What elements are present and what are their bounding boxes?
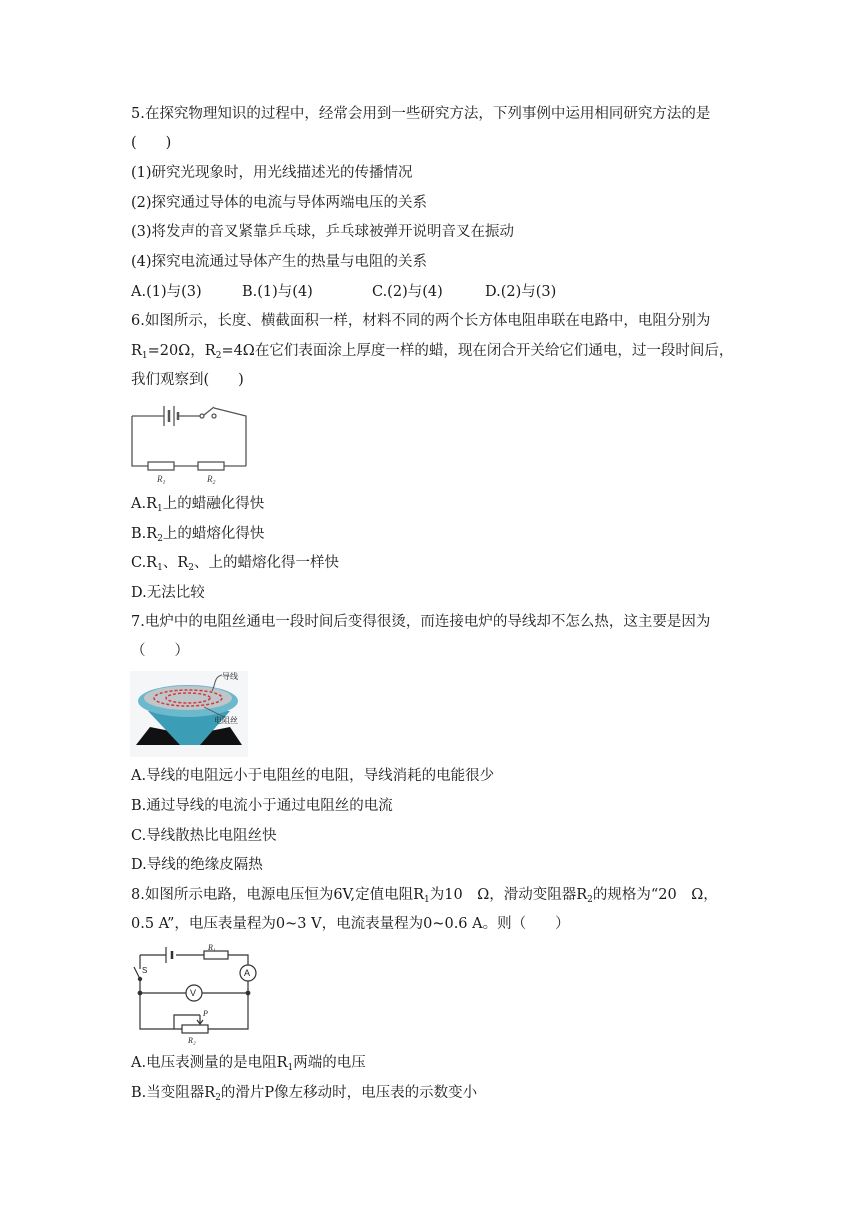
q8-option-b: B.当变阻器$R_2$的滑片P像左移动时，电压表的示数变小: [131, 1085, 478, 1103]
q6-series-circuit-diagram: [128, 398, 250, 486]
q6-stem-line3: 我们观察到( ): [131, 372, 244, 388]
svg-text:A: A: [244, 968, 251, 978]
svg-text:电阻丝: 电阻丝: [214, 716, 238, 725]
svg-text:R1: $R_1$: [157, 474, 166, 486]
q6-option-c: $C.R_1$、$R_2$、上的蜡熔化得一样快: [131, 555, 339, 573]
q7-electric-stove-image: [130, 671, 248, 757]
svg-text:V: V: [190, 988, 197, 998]
q5-item-3: (3)将发声的音叉紧靠乒乓球，乒乓球被弹开说明音叉在振动: [131, 224, 515, 240]
q7-option-a: A.导线的电阻远小于电阻丝的电阻，导线消耗的电能很少: [131, 768, 495, 784]
q8-option-a: A.电压表测量的是电阻$R_1$两端的电压: [131, 1055, 366, 1073]
svg-text:R₂: R₂: [188, 1036, 196, 1045]
q7-option-c: C.导线散热比电阻丝快: [131, 828, 277, 844]
q5-item-1: (1)研究光现象时，用光线描述光的传播情况: [131, 165, 413, 181]
svg-text:R2: $R_2$: [207, 474, 216, 486]
q5-option-a: A.(1)与(3): [131, 284, 202, 300]
q5-stem-line1: 5.在探究物理知识的过程中，经常会用到一些研究方法，下列事例中运用相同研究方法的是: [131, 106, 711, 122]
q6-option-b: $B.R_2$上的蜡熔化得快: [131, 526, 265, 544]
q7-option-b: B.通过导线的电流小于通过电阻丝的电流: [131, 798, 393, 814]
q5-stem-line2: ( ): [131, 135, 172, 151]
q6-stem-line1: 6.如图所示，长度、横截面积一样，材料不同的两个长方体电阻串联在电路中，电阻分别为: [131, 313, 711, 329]
q7-option-d: D.导线的绝缘皮隔热: [131, 857, 263, 873]
q5-option-c: C.(2)与(4): [372, 284, 443, 300]
q7-stem-line1: 7.电炉中的电阻丝通电一段时间后变得很烫，而连接电炉的导线却不怎么热，这主要是因为: [131, 614, 711, 630]
q8-stem-line1: 8.如图所示电路，电源电压恒为6V,定值电阻$R_1$为10 Ω，滑动变阻器$R_2$的规格为“20 Ω，: [131, 887, 718, 905]
svg-text:导线: 导线: [222, 672, 238, 681]
q7-stem-line2: （ ）: [131, 643, 189, 659]
q6-option-d: D.无法比较: [131, 585, 205, 601]
svg-text:P: P: [203, 1009, 208, 1018]
svg-text:R₁: R₁: [208, 943, 216, 952]
q6-option-a: $A.R_1$上的蜡融化得快: [131, 496, 265, 514]
q8-circuit-diagram: [130, 943, 260, 1045]
q5-option-d: D.(2)与(3): [485, 284, 557, 300]
q5-item-4: (4)探究电流通过导体产生的热量与电阻的关系: [131, 254, 428, 270]
q5-item-2: (2)探究通过导体的电流与导体两端电压的关系: [131, 195, 428, 211]
q6-stem-line2: $R_1=20\Omega$，$R_2=4\Omega$在它们表面涂上厚度一样的蜡，现在闭合开关给它们通电，过一段时间后，: [131, 343, 734, 361]
q8-stem-line2: 0.5 A”，电压表量程为0~3 V，电流表量程为0~0.6 A。则（ ）: [131, 916, 570, 932]
q5-option-b: B.(1)与(4): [242, 284, 313, 300]
svg-text:S: S: [142, 966, 148, 975]
